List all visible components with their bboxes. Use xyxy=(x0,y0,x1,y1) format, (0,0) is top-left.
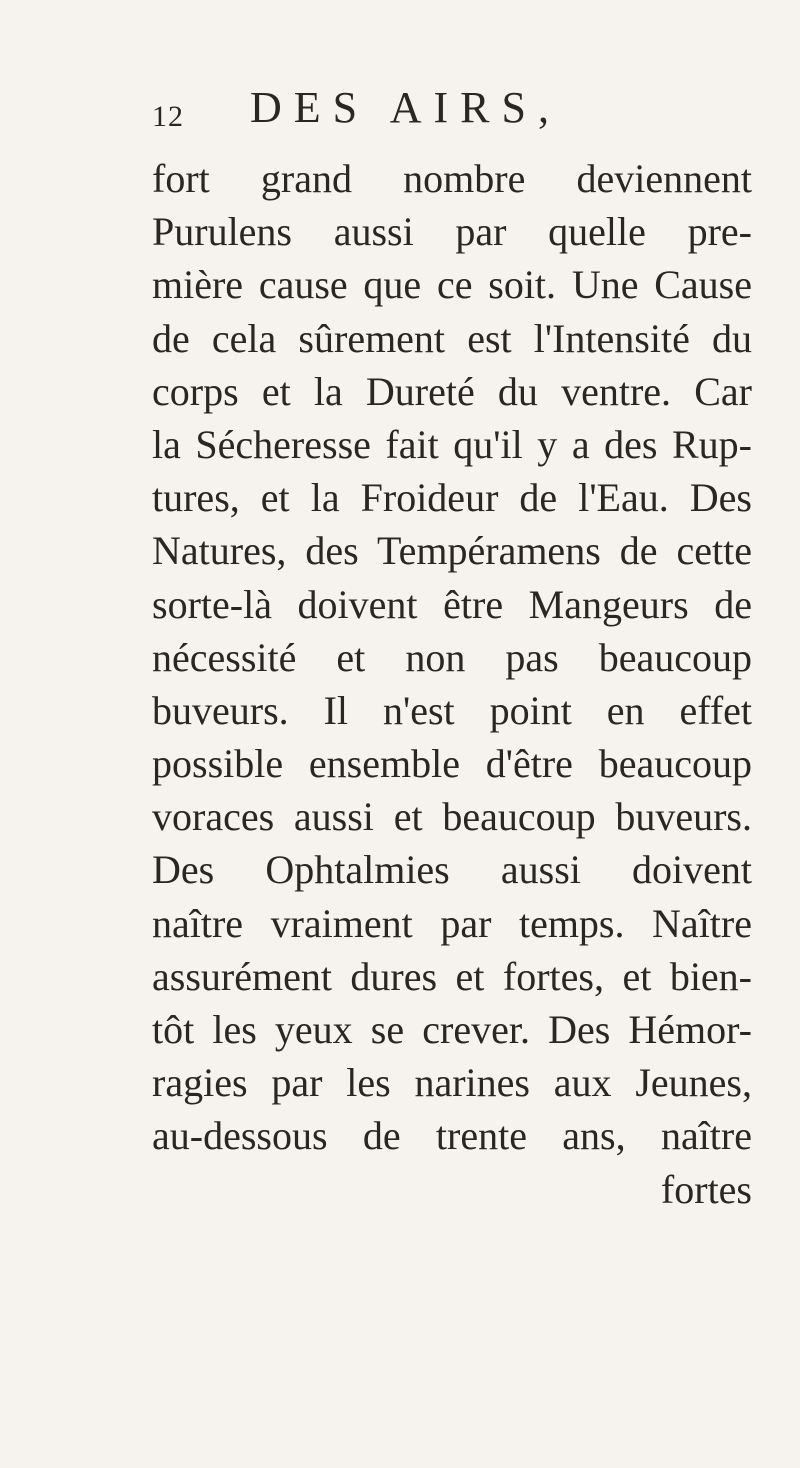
text-line: Natures, des Tempéramens de cette xyxy=(152,528,752,574)
text-line: fort grand nombre deviennent xyxy=(152,156,752,201)
running-head: DES AIRS, xyxy=(250,83,561,132)
text-line: ragies par les narines aux Jeunes, xyxy=(152,1060,752,1106)
text-line: Des Ophtalmies aussi doivent xyxy=(152,847,752,893)
text-line: Purulens aussi par quelle pre- xyxy=(152,209,752,255)
text-line: au-dessous de trente ans, naître xyxy=(152,1113,752,1159)
text-line-last: fortes xyxy=(660,1166,752,1212)
text-line: possible ensemble d'être beaucoup xyxy=(152,741,752,787)
page-number: 12 xyxy=(152,100,184,133)
text-line: assurément dures et fortes, et bien- xyxy=(152,953,752,999)
text-line: tures, et la Froideur de l'Eau. Des xyxy=(152,475,752,521)
page-header xyxy=(152,82,672,142)
text-line: tôt les yeux se crever. Des Hémor- xyxy=(152,1007,752,1052)
text-line: buveurs. Il n'est point en effet xyxy=(152,687,752,733)
text-line: de cela sûrement est l'Intensité du xyxy=(152,315,752,361)
body-text xyxy=(152,152,752,1216)
text-line: la Sécheresse fait qu'il y a des Rup- xyxy=(152,421,752,467)
text-line: sorte-là doivent être Mangeurs de xyxy=(152,581,752,627)
text-line: naître vraiment par temps. Naître xyxy=(152,900,752,946)
text-line: mière cause que ce soit. Une Cause xyxy=(152,262,752,308)
text-line: nécessité et non pas beaucoup xyxy=(152,634,752,680)
text-line: corps et la Dureté du ventre. Car xyxy=(152,368,752,414)
text-line: voraces aussi et beaucoup buveurs. xyxy=(152,794,752,840)
